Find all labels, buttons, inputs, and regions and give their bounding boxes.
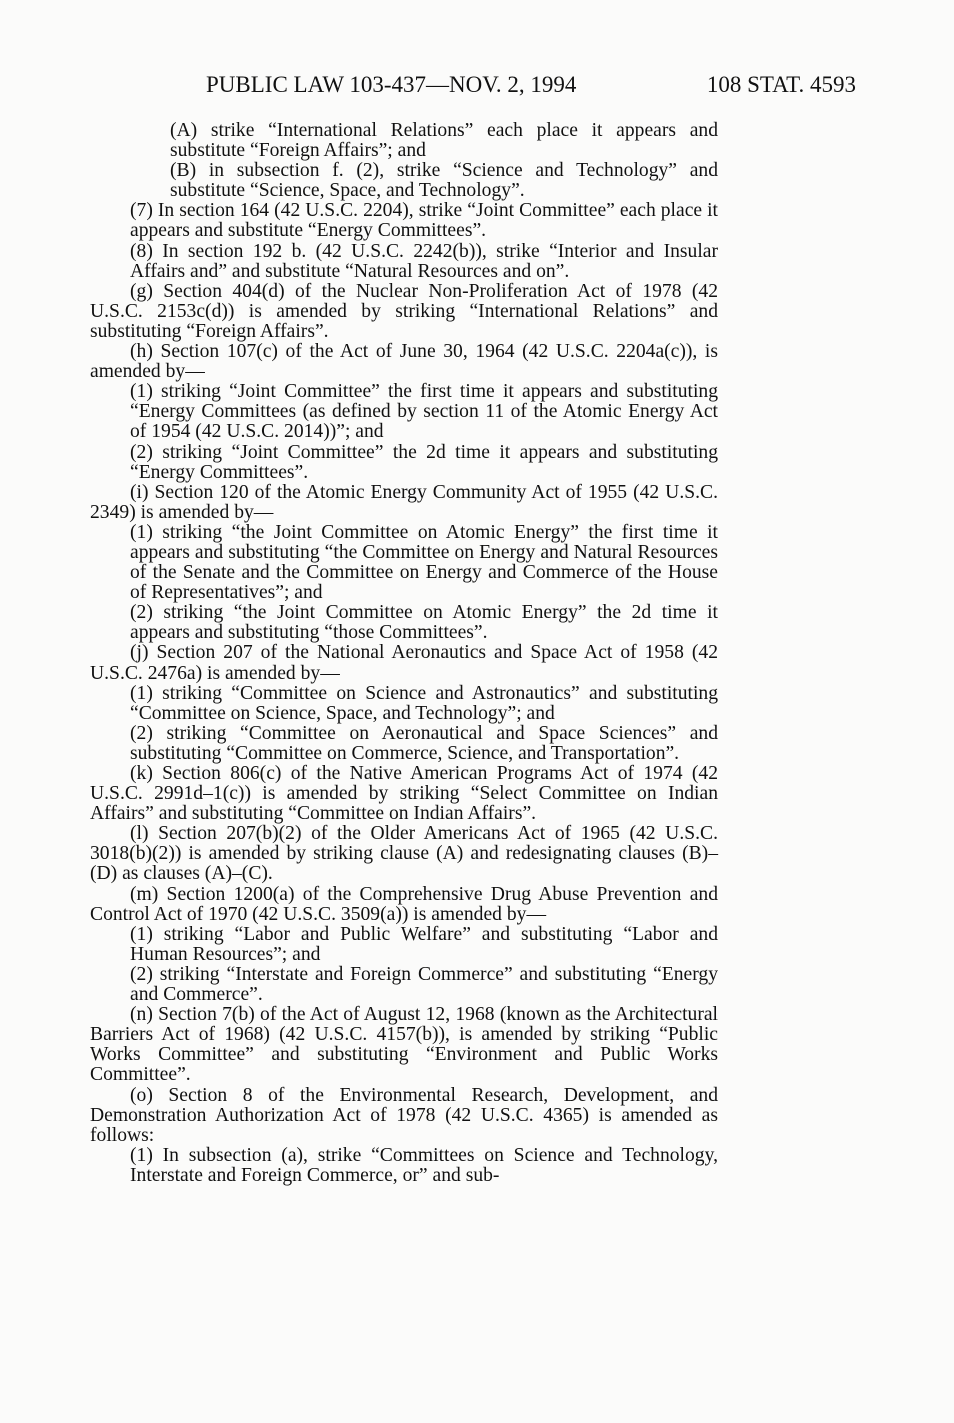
paragraph-7: (2) striking “Joint Committee” the 2d time it appears and substituting “Energy Committees”. (130, 441, 718, 483)
paragraph-19: (n) Section 7(b) of the Act of August 12, 1968 (known as the Architectural Barriers Act of 1968) (42 U.S.C. 4157(b)), is amended by striking “Public Works Committee” and substituting “Environment and Public Works Committee”. (90, 1004, 718, 1086)
paragraph-2: (7) In section 164 (42 U.S.C. 2204), strike “Joint Committee” each place it appears and substitute “Energy Committees”. (130, 200, 718, 242)
paragraph-18: (2) striking “Interstate and Foreign Commerce” and substituting “Energy and Commerce”. (130, 963, 718, 1006)
header-title: PUBLIC LAW 103-437—NOV. 2, 1994 (206, 72, 577, 97)
document-body (90, 121, 718, 1186)
paragraph-1: (B) in subsection f. (2), strike “Science and Technology” and substitute “Science, Space, and Technology”. (170, 160, 718, 202)
paragraph-4: (g) Section 404(d) of the Nuclear Non-Proliferation Act of 1978 (42 U.S.C. 2153c(d)) is amended by striking “International Relations” and substituting “Foreign Affairs”. (90, 280, 718, 342)
paragraph-21: (1) In subsection (a), strike “Committees on Science and Technology, Interstate and Foreign Commerce, or” and sub- (130, 1144, 718, 1186)
paragraph-10: (2) striking “the Joint Committee on Atomic Energy” the 2d time it appears and substituting “those Committees”. (130, 602, 718, 644)
paragraph-11: (j) Section 207 of the National Aeronautics and Space Act of 1958 (42 U.S.C. 2476a) is amended by— (90, 642, 718, 684)
paragraph-0: (A) strike “International Relations” each place it appears and substitute “Foreign Affairs”; and (170, 120, 718, 162)
paragraph-5: (h) Section 107(c) of the Act of June 30, 1964 (42 U.S.C. 2204a(c)), is amended by— (90, 341, 718, 383)
paragraph-9: (1) striking “the Joint Committee on Atomic Energy” the first time it appears and substituting “the Committee on Energy and Natural Resources of the Senate and the Committee on Energy and Commerce of the House of Representatives”; and (130, 521, 718, 604)
paragraph-14: (k) Section 806(c) of the Native American Programs Act of 1974 (42 U.S.C. 2991d–1(c)) is amended by striking “Select Committee on Indian Affairs” and substituting “Committee on Indian Affairs”. (90, 763, 718, 825)
page-header (206, 70, 856, 100)
paragraph-17: (1) striking “Labor and Public Welfare” and substituting “Labor and Human Resources”; and (130, 923, 718, 965)
paragraph-3: (8) In section 192 b. (42 U.S.C. 2242(b)), strike “Interior and Insular Affairs and” and substitute “Natural Resources and on”. (130, 240, 718, 282)
paragraph-20: (o) Section 8 of the Environmental Research, Development, and Demonstration Authorization Act of 1978 (42 U.S.C. 4365) is amended as follows: (90, 1084, 718, 1146)
paragraph-13: (2) striking “Committee on Aeronautical and Space Sciences” and substituting “Committee on Commerce, Science, and Transportation”. (130, 722, 718, 764)
paragraph-6: (1) striking “Joint Committee” the first time it appears and substituting “Energy Committees (as defined by section 11 of the Atomic Energy Act of 1954 (42 U.S.C. 2014))”; and (130, 381, 718, 443)
paragraph-16: (m) Section 1200(a) of the Comprehensive Drug Abuse Prevention and Control Act of 1970 (42 U.S.C. 3509(a)) is amended by— (90, 883, 718, 925)
header-stat-number: 108 STAT. 4593 (706, 72, 856, 97)
paragraph-15: (l) Section 207(b)(2) of the Older Americans Act of 1965 (42 U.S.C. 3018(b)(2)) is amended by striking clause (A) and redesignating clauses (B)–(D) as clauses (A)–(C). (90, 823, 718, 885)
paragraph-12: (1) striking “Committee on Science and Astronautics” and substituting “Committee on Science, Space, and Technology”; and (130, 682, 718, 724)
paragraph-8: (i) Section 120 of the Atomic Energy Community Act of 1955 (42 U.S.C. 2349) is amended by— (90, 481, 718, 523)
